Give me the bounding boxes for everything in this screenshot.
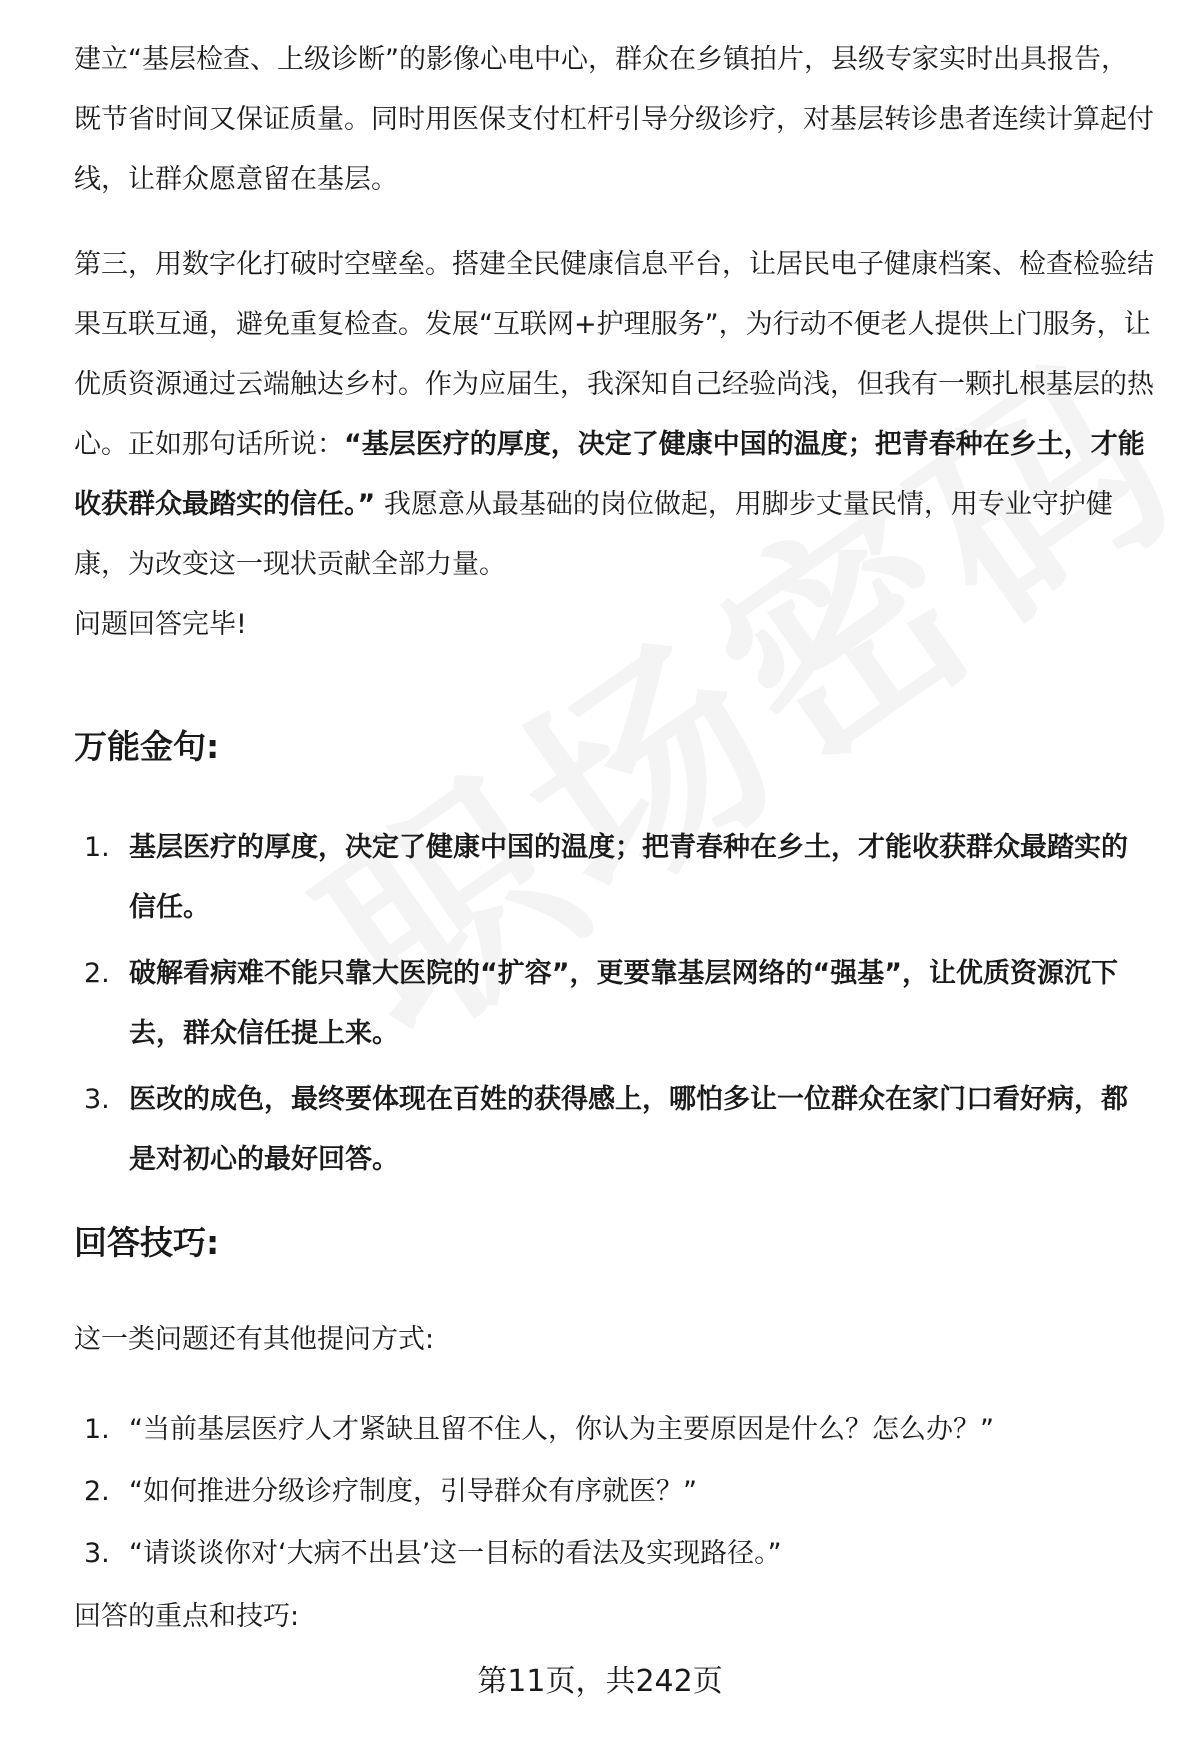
paragraph-2-end: 问题回答完毕!	[74, 609, 247, 640]
list-number: 2.	[84, 958, 110, 989]
gold-sentence-list	[74, 818, 1154, 1196]
tips-intro-text: 这一类问题还有其他提问方式:	[74, 1324, 435, 1355]
list-item	[74, 944, 1154, 1064]
paragraph-2-after: 我愿意从最基础的岗位做起，用脚步丈量民情，用专业守护健康，为改变这一现状贡献全部力量。	[74, 489, 1113, 580]
list-item-text: 破解看病难不能只靠大医院的“扩容”，更要靠基层网络的“强基”，让优质资源沉下去，群众信任提上来。	[129, 958, 1118, 1049]
list-item-text: 基层医疗的厚度，决定了健康中国的温度；把青春种在乡土，才能收获群众最踏实的信任。	[129, 832, 1128, 923]
list-item-text: “当前基层医疗人才紧缺且留不住人，你认为主要原因是什么？怎么办？”	[129, 1414, 994, 1445]
paragraph-2-text: 第三，用数字化打破时空壁垒。搭建全民健康信息平台，让居民电子健康档案、检查检验结果互联互通，避免重复检查。发展“互联网+护理服务”，为行动不便老人提供上门服务，让优质资源通过云端触达乡村。作为应届生，我深知自己经验尚浅，但我有一颗扎根基层的热心。正如那句话所说：	[74, 249, 1154, 460]
paragraph-2-quote: “基层医疗的厚度，决定了健康中国的温度；把青春种在乡土，才能收获群众最踏实的信任。”	[74, 429, 1145, 520]
list-item-text: “如何推进分级诊疗制度，引导群众有序就医？”	[129, 1476, 697, 1507]
list-number: 1.	[84, 1414, 110, 1445]
page-footer: 第11页，共242页	[477, 1664, 723, 1699]
other-question-list	[74, 1400, 1154, 1586]
paragraph-1	[74, 30, 1154, 210]
paragraph-2	[74, 235, 1154, 655]
tips-focus-text: 回答的重点和技巧:	[74, 1601, 300, 1632]
tips-intro	[74, 1310, 1154, 1370]
list-item	[74, 1524, 1154, 1584]
list-number: 2.	[84, 1476, 110, 1507]
heading-gold-sentences: 万能金句:	[74, 727, 220, 766]
list-item-text: 医改的成色，最终要体现在百姓的获得感上，哪怕多让一位群众在家门口看好病，都是对初心的最好回答。	[129, 1084, 1128, 1175]
list-item	[74, 1070, 1154, 1190]
list-item	[74, 818, 1154, 938]
heading-answer-tips: 回答技巧:	[74, 1223, 220, 1262]
tips-focus	[74, 1587, 1154, 1647]
list-item	[74, 1400, 1154, 1460]
list-number: 3.	[84, 1084, 110, 1115]
list-number: 3.	[84, 1538, 110, 1569]
list-item-text: “请谈谈你对‘大病不出县’这一目标的看法及实现路径。”	[129, 1538, 782, 1569]
list-number: 1.	[84, 832, 110, 863]
paragraph-1-text: 建立“基层检查、上级诊断”的影像心电中心，群众在乡镇拍片，县级专家实时出具报告，既节省时间又保证质量。同时用医保支付杠杆引导分级诊疗，对基层转诊患者连续计算起付线，让群众愿意留在基层。	[74, 44, 1154, 195]
list-item	[74, 1462, 1154, 1522]
